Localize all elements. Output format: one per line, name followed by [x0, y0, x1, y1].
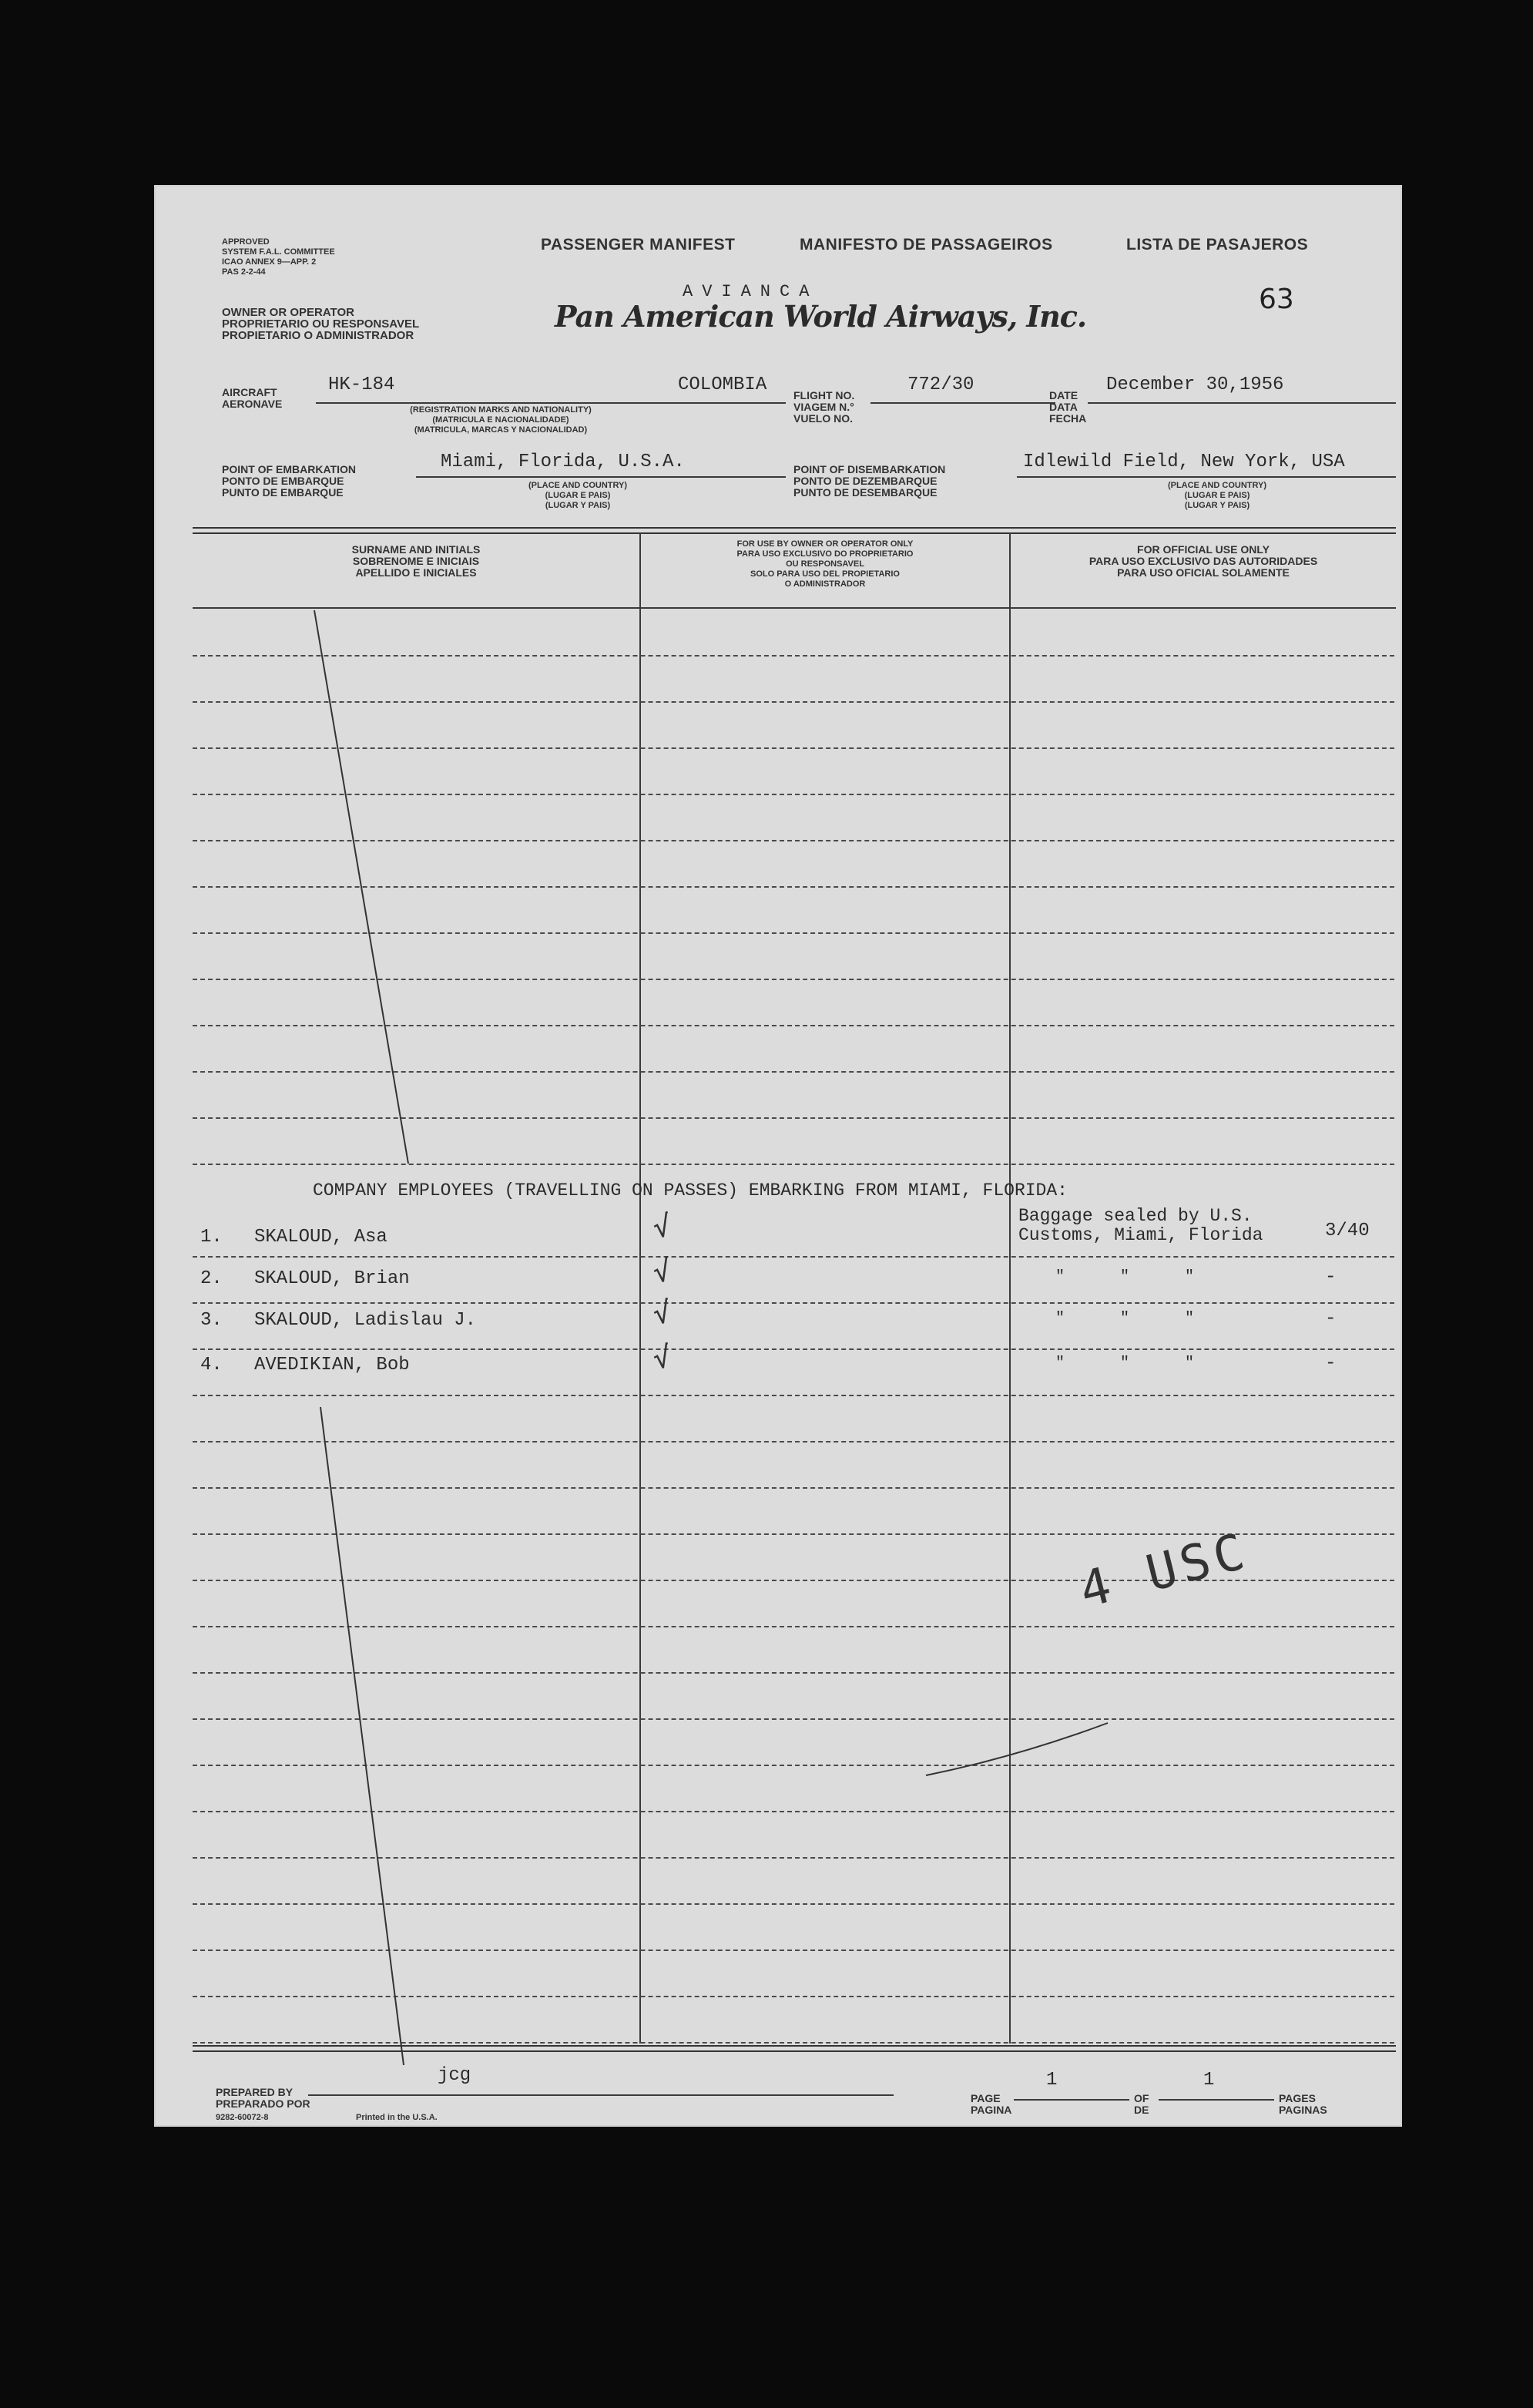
aircraft-sublabel-pt: (MATRICULA E NACIONALIDADE) — [432, 415, 569, 425]
approval-line: ICAO ANNEX 9—APP. 2 — [222, 257, 317, 267]
passenger-number: 4. — [200, 1355, 223, 1375]
passenger-name: SKALOUD, Asa — [254, 1227, 387, 1248]
note-underline — [926, 1723, 1108, 1775]
title-es: LISTA DE PASAJEROS — [1126, 236, 1309, 254]
passenger-official-ditto: " " " — [1055, 1355, 1195, 1372]
passenger-tally: - — [1325, 1267, 1337, 1288]
flight-label-en: FLIGHT NO. — [793, 389, 855, 401]
title-pt: MANIFESTO DE PASSAGEIROS — [800, 236, 1053, 254]
embarkation-label-pt: PONTO DE EMBARQUE — [222, 475, 344, 487]
aircraft-sublabel-en: (REGISTRATION MARKS AND NATIONALITY) — [410, 405, 592, 415]
column-header-owner-line: SOLO PARA USO DEL PROPIETARIO — [750, 569, 900, 579]
passenger-number: 3. — [200, 1310, 223, 1331]
embarkation-label-es: PUNTO DE EMBARQUE — [222, 486, 344, 499]
passenger-check: √ — [650, 1295, 674, 1332]
passenger-number: 1. — [200, 1227, 223, 1248]
prepared-label-pt: PREPARADO POR — [216, 2097, 310, 2110]
passenger-tally: - — [1325, 1353, 1337, 1374]
prepared-label — [216, 2087, 310, 2110]
page-stamp: 63 — [1259, 284, 1294, 315]
of-value: 1 — [1203, 2070, 1215, 2091]
pages-label-pt: PAGINAS — [1279, 2104, 1327, 2116]
table-bottom-border — [193, 2045, 1396, 2052]
column-header-official-en: FOR OFFICIAL USE ONLY — [1137, 543, 1270, 556]
printed-note: Printed in the U.S.A. — [356, 2113, 438, 2122]
of-label — [1134, 2093, 1149, 2116]
passenger-name: AVEDIKIAN, Bob — [254, 1355, 410, 1375]
pages-label — [1279, 2093, 1327, 2116]
disembarkation-sublabel-es: (LUGAR Y PAIS) — [1184, 501, 1250, 510]
of-label-pt: DE — [1134, 2104, 1149, 2116]
embarkation-sublabel-pt: (LUGAR E PAIS) — [545, 491, 611, 500]
baggage-note-line: Customs, Miami, Florida — [1018, 1225, 1263, 1245]
column-header-owner-line: OU RESPONSAVEL — [786, 559, 864, 569]
disembarkation-value: Idlewild Field, New York, USA — [1023, 452, 1345, 472]
prepared-label-en: PREPARED BY — [216, 2086, 294, 2098]
date-label-pt: DATA — [1049, 401, 1078, 413]
owner-label-en: OWNER OR OPERATOR — [222, 306, 354, 319]
aircraft-sublabel-es: (MATRICULA, MARCAS Y NACIONALIDAD) — [414, 425, 588, 435]
column-header-names-es: APELLIDO E INICIALES — [355, 566, 477, 579]
date-value: December 30,1956 — [1106, 374, 1284, 395]
passenger-check: √ — [650, 1208, 674, 1245]
prepared-underline — [308, 2094, 894, 2096]
manifest-page — [154, 185, 1402, 2127]
of-label-en: OF — [1134, 2092, 1149, 2104]
embarkation-value: Miami, Florida, U.S.A. — [441, 452, 685, 472]
strike-line-lower — [320, 1407, 404, 2065]
embarkation-sublabel-es: (LUGAR Y PAIS) — [545, 501, 611, 510]
aircraft-value: HK-184 — [328, 374, 395, 395]
passenger-name: SKALOUD, Ladislau J. — [254, 1310, 477, 1331]
date-label-es: FECHA — [1049, 412, 1087, 425]
pages-label-en: PAGES — [1279, 2092, 1316, 2104]
of-underline — [1159, 2099, 1274, 2101]
column-header-official-pt: PARA USO EXCLUSIVO DAS AUTORIDADES — [1089, 555, 1318, 567]
approval-line: APPROVED — [222, 237, 270, 247]
strike-line-upper — [314, 610, 408, 1164]
owner-label-es: PROPIETARIO O ADMINISTRADOR — [222, 329, 414, 342]
title-en: PASSENGER MANIFEST — [541, 236, 736, 254]
form-number: 9282-60072-8 — [216, 2113, 269, 2122]
baggage-note-line: Baggage sealed by U.S. — [1018, 1206, 1253, 1226]
flight-label-es: VUELO NO. — [793, 412, 854, 425]
disembarkation-sublabel-en: (PLACE AND COUNTRY) — [1167, 481, 1267, 490]
embarkation-label-en: POINT OF EMBARKATION — [222, 463, 356, 475]
page-label-pt: PAGINA — [971, 2104, 1012, 2116]
passenger-check: √ — [650, 1339, 674, 1376]
passenger-tally: 3/40 — [1325, 1221, 1370, 1241]
passenger-official-ditto: " " " — [1055, 1268, 1195, 1286]
embarkation-sublabel-en: (PLACE AND COUNTRY) — [528, 481, 628, 490]
disembarkation-label-es: PUNTO DE DESEMBARQUE — [793, 486, 938, 499]
column-header-names-en: SURNAME AND INITIALS — [351, 543, 481, 556]
passenger-name: SKALOUD, Brian — [254, 1268, 410, 1289]
handwritten-note: 4 USC — [1074, 1523, 1255, 1620]
operator-printed: Pan American World Airways, Inc. — [555, 299, 1087, 334]
aircraft-nationality: COLOMBIA — [678, 374, 767, 395]
passenger-official-ditto: " " " — [1055, 1310, 1195, 1328]
column-header-owner-line: O ADMINISTRADOR — [784, 579, 866, 589]
aircraft-label-pt: AERONAVE — [222, 398, 283, 410]
approval-line: SYSTEM F.A.L. COMMITTEE — [222, 247, 335, 257]
operator-typed: AVIANCA — [683, 282, 819, 301]
passenger-number: 2. — [200, 1268, 223, 1289]
column-header-official-es: PARA USO OFICIAL SOLAMENTE — [1117, 566, 1290, 579]
passenger-check: √ — [650, 1253, 674, 1290]
page-value: 1 — [1046, 2070, 1058, 2091]
disembarkation-label-pt: PONTO DE DEZEMBARQUE — [793, 475, 938, 487]
passenger-tally: - — [1325, 1308, 1337, 1329]
date-label-en: DATE — [1049, 389, 1078, 401]
column-header-owner-line: PARA USO EXCLUSIVO DO PROPRIETARIO — [736, 549, 914, 559]
owner-label-pt: PROPRIETARIO OU RESPONSAVEL — [222, 317, 420, 331]
page-label-en: PAGE — [971, 2092, 1001, 2104]
disembarkation-label-en: POINT OF DISEMBARKATION — [793, 463, 946, 475]
page-underline — [1014, 2099, 1129, 2101]
column-header-owner-line: FOR USE BY OWNER OR OPERATOR ONLY — [736, 539, 914, 549]
aircraft-label-en: AIRCRAFT — [222, 386, 277, 398]
column-header-names-pt: SOBRENOME E INICIAIS — [352, 555, 480, 567]
flight-value: 772/30 — [907, 374, 974, 395]
strike-lines — [154, 185, 1402, 2127]
employees-heading: COMPANY EMPLOYEES (TRAVELLING ON PASSES) EMBARKING FROM MIAMI, FLORIDA: — [313, 1180, 1068, 1201]
flight-label-pt: VIAGEM N.° — [793, 401, 854, 413]
prepared-value: jcg — [438, 2065, 471, 2086]
page-label — [971, 2093, 1011, 2116]
disembarkation-sublabel-pt: (LUGAR E PAIS) — [1184, 491, 1250, 500]
approval-line: PAS 2-2-44 — [222, 267, 266, 277]
